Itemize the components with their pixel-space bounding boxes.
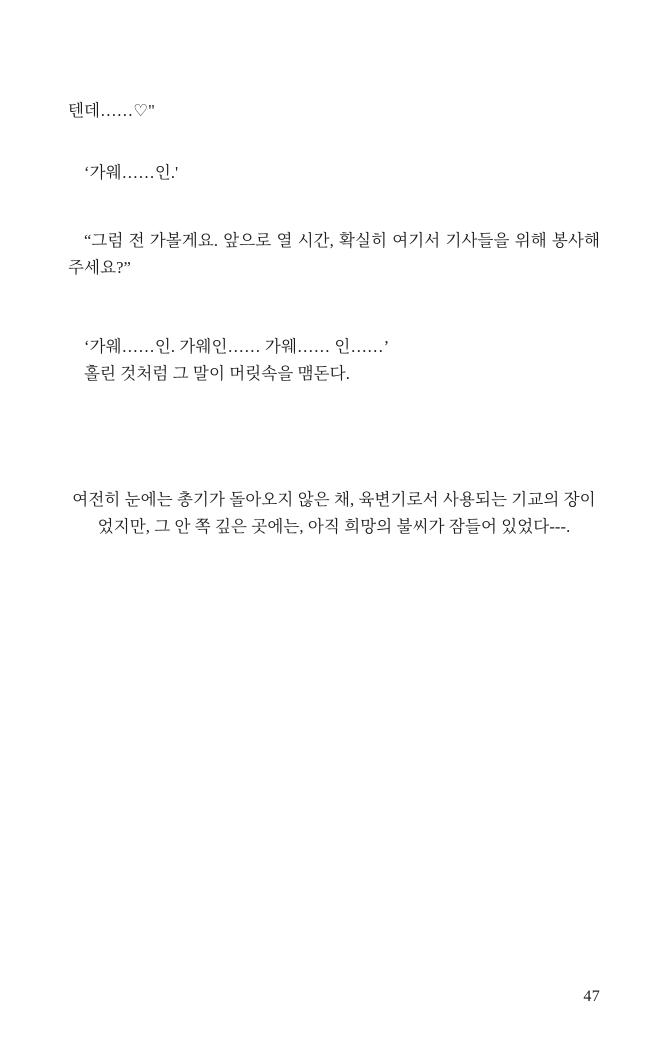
paragraph-block-1 [68, 98, 600, 125]
paragraph-block-5 [68, 487, 600, 540]
page-number: 47 [583, 988, 600, 1005]
paragraph-text: ‘가웨……인. 가웨인…… 가웨…… 인……’ [84, 337, 390, 356]
paragraph-text: 여전히 눈에는 총기가 돌아오지 않은 채, 육변기로서 사용되는 기교의 장이었지만, 그 안 쪽 깊은 곳에는, 아직 희망의 불씨가 잠들어 있었다---. [72, 490, 596, 536]
paragraph-block-2 [68, 160, 600, 187]
paragraph-text: “그럼 전 가볼게요. 앞으로 열 시간, 확실히 여기서 기사들을 위해 봉사해주세요?” [68, 231, 600, 277]
paragraph-text: 홀린 것처럼 그 말이 머릿속을 맴돈다. [84, 363, 350, 383]
paragraph-block-4 [68, 334, 600, 387]
paragraph-text: 텐데……♡" [68, 101, 156, 120]
paragraph-text: ‘가웨……인.' [84, 163, 179, 182]
paragraph-block-3 [68, 228, 600, 281]
